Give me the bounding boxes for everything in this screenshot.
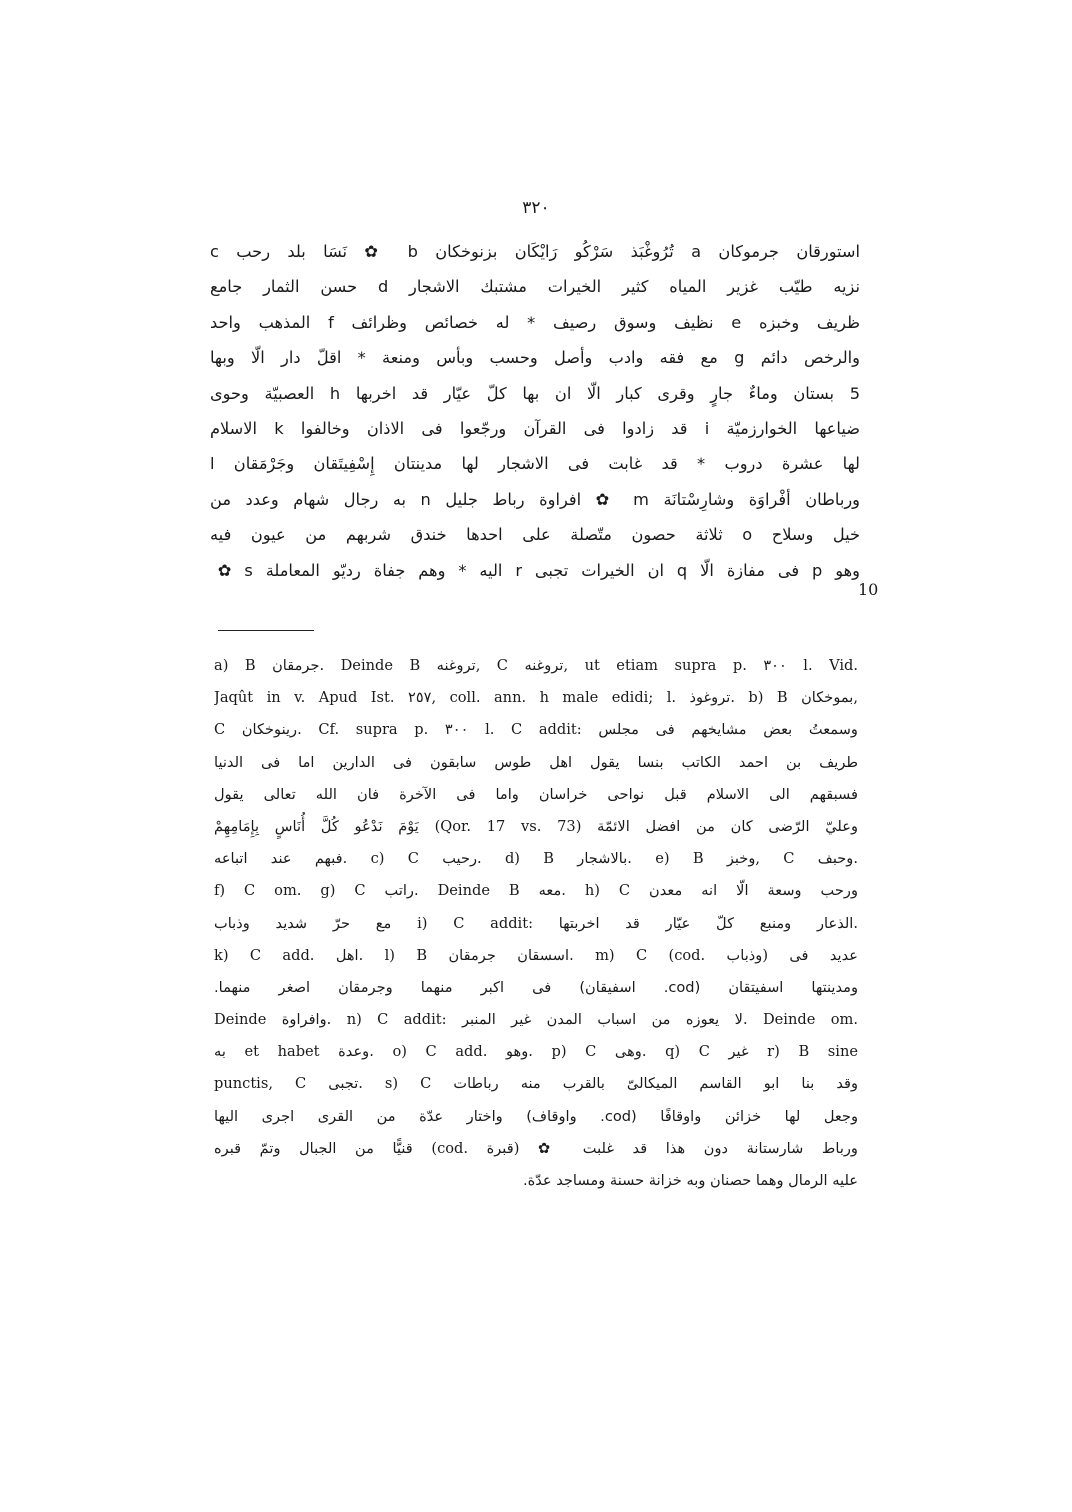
footnote-line: به et habet وعدة. o) C add. وهو. p) C وهى. q) C غير r) B sine xyxy=(214,1043,858,1061)
main-text-block xyxy=(210,234,860,588)
main-line: ورباطان أفْراوَة وشارِسْتانَة m ✿ افراوة رباط جليل n به رجال شهام وعدد من xyxy=(210,489,860,509)
footnote-line: قنيًّا من الجبال وتمّ قبره (cod. قبرة) ✿ ورباط شارستانة دون هذا قد غلبت xyxy=(214,1139,858,1157)
footnote-line: f) C om. g) C راتب. Deinde B معه. h) C ورحب وسعة الّا انه معدن xyxy=(214,882,858,900)
main-line: لها عشرة دروب * قد غابت فى الاشجار لها مدينتان إِسْفِيتَقان وجَرْمَقان l xyxy=(210,454,860,474)
main-line: استورقان جرموكان a تُرُوغْبَذ سَرْكُو رَايْكَان بزنوخكان b ✿ نَسَا بلد رحب c xyxy=(210,242,860,261)
footnote-line: Jaqût in v. Apud Ist. ٢٥٧, coll. ann. h male edidi; l. تروغوذ. b) B بموخكان, xyxy=(214,689,858,707)
main-line: والرخص دائم g مع فقه وادب وأصل وحسب وبأس ومنعة * اقلّ دار الّا وبها xyxy=(210,348,860,368)
footnote-line: punctis, C تجبى. s) C وقد بنا ابو القاسم الميكالىّ بالقرب منه رباطات xyxy=(214,1075,858,1093)
footnote-line: يَوْمَ نَدْعُو كُلَّ أُنَاسٍ بِإِمَامِهِمْ (Qor. 17 vs. 73) وعليّ الرّضى كان من افضل الائمّة xyxy=(214,817,858,835)
footnote-line: مع حرّ شديد وذباب i) C addit: الذعار ومنبع كلّ عيّار قد اخربتها. xyxy=(214,914,858,932)
footnote-line: a) B جرمقان. Deinde B تروغنه, C تروغنه, ut etiam supra p. ٣٠٠ l. Vid. xyxy=(214,657,858,674)
footnote-line: طريف بن احمد الكاتب بنسا يقول اهل طوس سابقون فى الدارين اما فى الدنيا xyxy=(214,753,858,771)
footnote-line: فسبقهم الى الاسلام قبل نواحى خراسان واما فى الآخرة فان الله تعالى يقول xyxy=(214,785,858,803)
footnote-line: فبهم عند اتباعه. c) C رحيب. d) B بالاشجار. e) B وخبز, C وحبف. xyxy=(214,850,858,868)
footnote-line: Deinde وافراوة. n) C addit: لا يعوزه من اسباب المدن غير المنبر. Deinde om. xyxy=(214,1011,858,1029)
line-number-marker: 10 xyxy=(858,580,879,599)
main-line: ظريف وخبزه e نظيف وسوق رصيف * له خصائص وظرائف f المذهب واحد xyxy=(210,312,860,332)
footnote-line: ومدينتها اسفيتقان (cod. اسفيقان) فى اكبر منهما وجرمقان اصغر منهما. xyxy=(214,978,858,996)
footnote-line: وجعل لها خزائن واوقافًا (cod. واوقاف) واختار عدّة من القرى اجرى اليها xyxy=(214,1107,858,1125)
footnotes-block xyxy=(214,650,858,1197)
footnote-line: عليه الرمال وهما حصنان وبه خزانة حسنة ومساجد عدّة. xyxy=(522,1172,858,1189)
footnote-line: C رينوخكان. Cf. supra p. ٣٠٠ l. C addit: وسمعتُ بعض مشايخهم فى مجلس xyxy=(214,721,858,739)
main-line: 5 بستان وماءٌ جارٍ وقرى كبار الّا ان بها كلّ عيّار قد اخربها h العصبيّة وحوى xyxy=(210,383,860,403)
main-line: نزيه طيّب غزير المياه كثير الخيرات مشتبك الاشجار d حسن الثمار جامع xyxy=(210,277,860,297)
page-number: ٣٢٠ xyxy=(522,198,550,218)
main-line: ضياعها الخوارزميّة i قد زادوا فى القرآن ورجّعوا فى الاذان وخالفوا k الاسلام xyxy=(210,418,860,438)
footnote-divider xyxy=(218,630,314,631)
main-line: وهو p فى مفازة الّا q ان الخيرات تجبى r اليه * وهم جفاة رديّو المعاملة s ✿ xyxy=(210,560,860,580)
footnote-line: k) C add. اهل. l) B اسسقان جرمقان. m) C (cod. وذباب) عديد فى xyxy=(214,946,858,964)
main-line: خيل وسلاح o ثلاثة حصون متّصلة على احدها خندق شربهم من عيون فيه xyxy=(210,525,860,545)
